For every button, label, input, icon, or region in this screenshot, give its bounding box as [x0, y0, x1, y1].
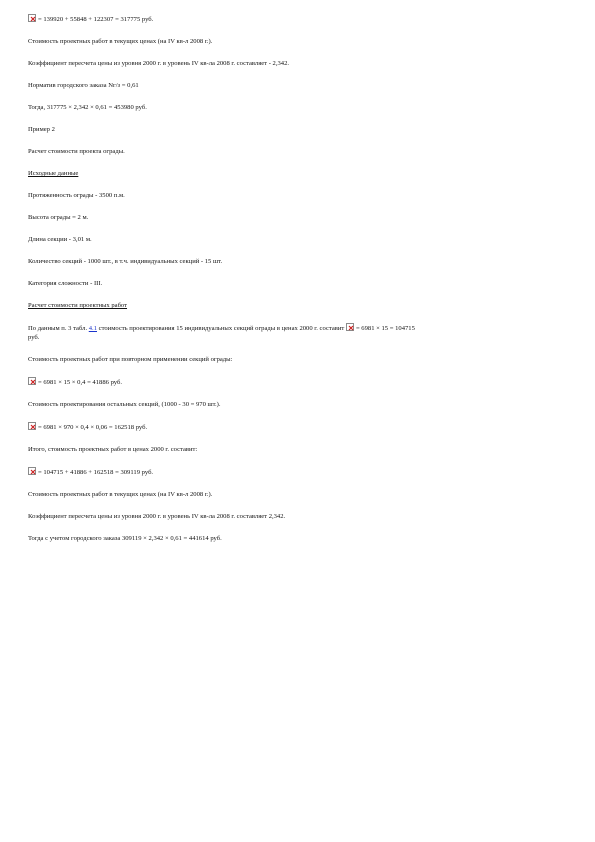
example-heading: Пример 2 [28, 126, 55, 133]
formula-line-2 [28, 377, 568, 387]
formula-text: = 139920 + 55848 + 122307 = 317775 руб. [38, 16, 154, 23]
broken-image-icon [28, 14, 36, 22]
section-heading-cost-calculation: Расчет стоимости проектных работ [28, 302, 128, 309]
paragraph: Стоимость проектирования остальных секций, (1000 - 30 = 970 шт.). [28, 401, 221, 408]
paragraph: Длина секции - 3,01 м. [28, 236, 92, 243]
text-part: стоимость проектирования 15 индивидуальных секций ограды в ценах 2000 г. составит [97, 325, 346, 332]
paragraph: Стоимость проектных работ в текущих ценах (на IV кв-л 2008 г.). [28, 491, 213, 498]
paragraph: Расчет стоимости проекта ограды. [28, 148, 125, 155]
broken-image-icon [346, 323, 354, 331]
text-part: руб. [28, 334, 40, 341]
broken-image-icon [28, 377, 36, 385]
text-part: По данным п. 3 табл. [28, 325, 89, 332]
formula-line-3 [28, 422, 568, 432]
formula-text: = 6981 × 15 = 104715 [355, 325, 415, 332]
paragraph: Высота ограды = 2 м. [28, 214, 89, 221]
paragraph: Количество секций - 1000 шт., в т.ч. индивидуальных секций - 15 шт. [28, 258, 223, 265]
table-reference-link[interactable]: 4.1 [88, 325, 97, 332]
formula-line-4 [28, 467, 568, 477]
paragraph: Итого, стоимость проектных работ в ценах 2000 г. составит: [28, 446, 198, 453]
paragraph: Коэффициент пересчета цены из уровня 2000 г. в уровень IV кв-ла 2008 г. составляет - 2,342. [28, 60, 290, 67]
paragraph: Стоимость проектных работ при повторном применении секций ограды: [28, 356, 233, 363]
paragraph: Протяженность ограды - 3500 п.м. [28, 192, 125, 199]
broken-image-icon [28, 467, 36, 475]
formula-text: = 6981 × 15 × 0,4 = 41886 руб. [38, 379, 122, 386]
paragraph: Стоимость проектных работ в текущих ценах (на IV кв-л 2008 г.). [28, 38, 213, 45]
section-heading-input-data: Исходные данные [28, 170, 79, 177]
formula-text: = 104715 + 41886 + 162518 = 309119 руб. [38, 469, 154, 476]
paragraph-with-link [28, 323, 568, 342]
paragraph: Норматив городского заказа Nг/з = 0,61 [28, 82, 139, 89]
formula-line-1 [28, 14, 568, 24]
formula-text: = 6981 × 970 × 0,4 × 0,06 = 162518 руб. [38, 424, 148, 431]
broken-image-icon [28, 422, 36, 430]
document-page [28, 14, 568, 556]
paragraph: Категория сложности - III. [28, 280, 103, 287]
paragraph: Коэффициент пересчета цены из уровня 2000 г. в уровень IV кв-ла 2008 г. составляет 2,342. [28, 513, 286, 520]
paragraph: Тогда, 317775 × 2,342 × 0,61 = 453980 руб. [28, 104, 147, 111]
paragraph: Тогда с учетом городского заказа 309119 × 2,342 × 0,61 = 441614 руб. [28, 535, 222, 542]
